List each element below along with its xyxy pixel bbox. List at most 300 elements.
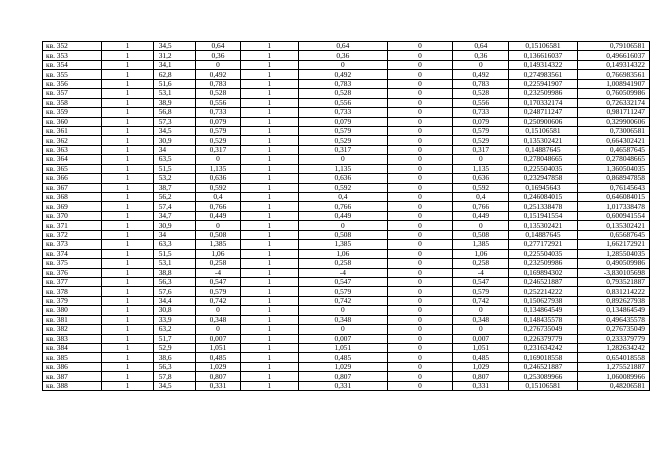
table-cell: 0,14887645 bbox=[509, 145, 577, 154]
table-cell: 0,579 bbox=[196, 126, 240, 135]
table-cell: 0,225941907 bbox=[509, 79, 577, 88]
table-cell: кв. 362 bbox=[43, 136, 102, 145]
table-row bbox=[43, 353, 650, 362]
table-cell: 0,277172921 bbox=[509, 240, 577, 249]
table-cell: 1 bbox=[102, 202, 153, 211]
table-cell: 34,1 bbox=[153, 60, 196, 69]
table-cell: 1 bbox=[102, 98, 153, 107]
table-row bbox=[43, 79, 650, 88]
table-cell: 0,490509986 bbox=[577, 259, 649, 268]
table-cell: 0,278048665 bbox=[509, 155, 577, 164]
table-cell: 1,06 bbox=[453, 249, 509, 258]
table-cell: 1,029 bbox=[453, 362, 509, 371]
table-cell: 0,276735049 bbox=[577, 325, 649, 334]
table-row bbox=[43, 211, 650, 220]
table-cell: кв. 364 bbox=[43, 155, 102, 164]
table-cell: 0,868947858 bbox=[577, 174, 649, 183]
table-cell: 63,3 bbox=[153, 240, 196, 249]
table-cell: 1,385 bbox=[299, 240, 388, 249]
table-cell: 1 bbox=[102, 315, 153, 324]
table-cell: 0,079 bbox=[196, 117, 240, 126]
table-cell: 0,170332174 bbox=[509, 98, 577, 107]
table-cell: 0 bbox=[387, 79, 453, 88]
table-row bbox=[43, 381, 650, 390]
table-cell: 1 bbox=[240, 79, 298, 88]
table-cell: 1 bbox=[240, 277, 298, 286]
table-cell: 38,8 bbox=[153, 268, 196, 277]
table-cell: кв. 353 bbox=[43, 51, 102, 60]
table-cell: 0,485 bbox=[453, 353, 509, 362]
table-cell: 0,317 bbox=[453, 145, 509, 154]
table-cell: 1 bbox=[240, 51, 298, 60]
table-cell: 0 bbox=[387, 42, 453, 51]
table-cell: 1,06 bbox=[299, 249, 388, 258]
table-cell: 1 bbox=[102, 381, 153, 390]
table-cell: 1 bbox=[102, 42, 153, 51]
table-row bbox=[43, 372, 650, 381]
table-cell: 0,449 bbox=[196, 211, 240, 220]
table-cell: 0 bbox=[387, 230, 453, 239]
table-row bbox=[43, 315, 650, 324]
table-cell: 0,134864549 bbox=[577, 306, 649, 315]
table-cell: 0 bbox=[387, 381, 453, 390]
table-cell: 0,079 bbox=[453, 117, 509, 126]
table-cell: 0 bbox=[387, 60, 453, 69]
table-cell: 0,331 bbox=[196, 381, 240, 390]
table-cell: 0,64 bbox=[453, 42, 509, 51]
table-cell: 63,2 bbox=[153, 325, 196, 334]
table-cell: 1,285504035 bbox=[577, 249, 649, 258]
table-cell: 0,556 bbox=[196, 98, 240, 107]
table-cell: 53,1 bbox=[153, 259, 196, 268]
table-cell: 0,766 bbox=[299, 202, 388, 211]
table-cell: 0 bbox=[387, 98, 453, 107]
table-cell: 0,329900606 bbox=[577, 117, 649, 126]
table-cell: кв. 379 bbox=[43, 296, 102, 305]
table-cell: 0,892627938 bbox=[577, 296, 649, 305]
table-cell: 0,231634242 bbox=[509, 344, 577, 353]
table-cell: 1 bbox=[102, 183, 153, 192]
table-cell: 0,592 bbox=[299, 183, 388, 192]
table-cell: кв. 359 bbox=[43, 108, 102, 117]
table-cell: 1 bbox=[102, 117, 153, 126]
table-cell: кв. 386 bbox=[43, 362, 102, 371]
table-cell: 0,547 bbox=[196, 277, 240, 286]
table-cell: 0,528 bbox=[299, 89, 388, 98]
table-body bbox=[43, 42, 650, 391]
table-cell: кв. 366 bbox=[43, 174, 102, 183]
table-cell: 0,492 bbox=[453, 70, 509, 79]
table-cell: 1 bbox=[102, 372, 153, 381]
table-cell: 0,529 bbox=[453, 136, 509, 145]
table-cell: 51,5 bbox=[153, 164, 196, 173]
table-cell: 1 bbox=[240, 164, 298, 173]
table-cell: 0,007 bbox=[299, 334, 388, 343]
table-cell: 0,232509986 bbox=[509, 89, 577, 98]
table-cell: 0 bbox=[453, 60, 509, 69]
table-row bbox=[43, 268, 650, 277]
table-cell: 0,528 bbox=[453, 89, 509, 98]
table-cell: 1 bbox=[240, 381, 298, 390]
table-cell: 1 bbox=[240, 42, 298, 51]
table-cell: 38,6 bbox=[153, 353, 196, 362]
table-cell: 1 bbox=[102, 277, 153, 286]
table-cell: 0 bbox=[387, 89, 453, 98]
table-row bbox=[43, 136, 650, 145]
table-cell: 0 bbox=[299, 306, 388, 315]
table-cell: 0,508 bbox=[196, 230, 240, 239]
table-cell: 0 bbox=[196, 306, 240, 315]
table-cell: 0,654018558 bbox=[577, 353, 649, 362]
table-cell: 56,8 bbox=[153, 108, 196, 117]
table-cell: 1 bbox=[240, 126, 298, 135]
table-cell: 1 bbox=[102, 126, 153, 135]
table-cell: 0 bbox=[196, 325, 240, 334]
table-cell: 0 bbox=[387, 249, 453, 258]
table-cell: 0,149314322 bbox=[577, 60, 649, 69]
table-cell: 34 bbox=[153, 230, 196, 239]
table-cell: 1 bbox=[102, 174, 153, 183]
table-cell: 0,766983561 bbox=[577, 70, 649, 79]
table-cell: 1 bbox=[102, 296, 153, 305]
table-cell: 1,017338478 bbox=[577, 202, 649, 211]
table-cell: 34,7 bbox=[153, 211, 196, 220]
table-cell: 1,385 bbox=[196, 240, 240, 249]
table-cell: 1 bbox=[102, 60, 153, 69]
table-cell: 0 bbox=[387, 108, 453, 117]
table-cell: 0 bbox=[299, 155, 388, 164]
table-cell: 1 bbox=[240, 70, 298, 79]
table-cell: 0,36 bbox=[299, 51, 388, 60]
table-cell: 0,151941554 bbox=[509, 211, 577, 220]
table-cell: 0 bbox=[196, 60, 240, 69]
table-cell: кв. 355 bbox=[43, 70, 102, 79]
table-cell: 0 bbox=[387, 315, 453, 324]
table-cell: 0,733 bbox=[299, 108, 388, 117]
table-cell: 0,556 bbox=[453, 98, 509, 107]
table-cell: 1 bbox=[240, 306, 298, 315]
table-cell: 0,169894302 bbox=[509, 268, 577, 277]
table-cell: 1 bbox=[102, 249, 153, 258]
table-cell: 0,348 bbox=[299, 315, 388, 324]
table-cell: 1 bbox=[102, 79, 153, 88]
table-row bbox=[43, 362, 650, 371]
table-cell: 0,742 bbox=[453, 296, 509, 305]
table-cell: 0 bbox=[453, 155, 509, 164]
table-cell: 0 bbox=[387, 353, 453, 362]
table-cell: 1 bbox=[240, 325, 298, 334]
table-cell: 0 bbox=[387, 325, 453, 334]
table-cell: 1 bbox=[102, 155, 153, 164]
table-cell: 51,5 bbox=[153, 249, 196, 258]
table-cell: кв. 374 bbox=[43, 249, 102, 258]
table-cell: 1 bbox=[102, 108, 153, 117]
table-cell: 1 bbox=[240, 174, 298, 183]
table-cell: 0,807 bbox=[453, 372, 509, 381]
table-row bbox=[43, 117, 650, 126]
table-cell: 1,275521887 bbox=[577, 362, 649, 371]
table-cell: -4 bbox=[299, 268, 388, 277]
table-cell: 0,48206581 bbox=[577, 381, 649, 390]
table-cell: 0,278048665 bbox=[577, 155, 649, 164]
table-cell: 0 bbox=[387, 372, 453, 381]
table-cell: 0,246521887 bbox=[509, 277, 577, 286]
table-cell: 0,135302421 bbox=[577, 221, 649, 230]
table-cell: 1 bbox=[240, 136, 298, 145]
table-cell: 0 bbox=[387, 268, 453, 277]
table-cell: кв. 382 bbox=[43, 325, 102, 334]
table-cell: 63,5 bbox=[153, 155, 196, 164]
table-cell: 0,492 bbox=[196, 70, 240, 79]
table-cell: кв. 370 bbox=[43, 211, 102, 220]
table-cell: 53,2 bbox=[153, 174, 196, 183]
table-cell: 1 bbox=[240, 344, 298, 353]
table-cell: 0,492 bbox=[299, 70, 388, 79]
table-cell: 0,485 bbox=[299, 353, 388, 362]
table-cell: 0,73006581 bbox=[577, 126, 649, 135]
table-cell: 1 bbox=[240, 230, 298, 239]
table-cell: 0 bbox=[196, 155, 240, 164]
table-cell: 0,317 bbox=[299, 145, 388, 154]
table-cell: 0 bbox=[387, 306, 453, 315]
table-cell: 0,64 bbox=[196, 42, 240, 51]
table-cell: 1 bbox=[102, 344, 153, 353]
table-cell: 0,496616037 bbox=[577, 51, 649, 60]
table-cell: 1 bbox=[240, 372, 298, 381]
table-cell: 0,556 bbox=[299, 98, 388, 107]
table-cell: 0 bbox=[387, 51, 453, 60]
table-row bbox=[43, 126, 650, 135]
table-cell: -4 bbox=[453, 268, 509, 277]
table-cell: 0,135302421 bbox=[509, 136, 577, 145]
table-cell: 0,250900606 bbox=[509, 117, 577, 126]
table-row bbox=[43, 108, 650, 117]
table-cell: 52,9 bbox=[153, 344, 196, 353]
table-cell: 56,3 bbox=[153, 362, 196, 371]
table-row bbox=[43, 98, 650, 107]
table-cell: 0 bbox=[387, 277, 453, 286]
table-cell: 0,449 bbox=[453, 211, 509, 220]
table-cell: кв. 372 bbox=[43, 230, 102, 239]
table-cell: 0,485 bbox=[196, 353, 240, 362]
table-cell: 1 bbox=[240, 296, 298, 305]
table-row bbox=[43, 334, 650, 343]
table-cell: 1 bbox=[240, 193, 298, 202]
table-cell: 0,136616037 bbox=[509, 51, 577, 60]
table-cell: 1 bbox=[102, 362, 153, 371]
table-cell: 0,579 bbox=[196, 287, 240, 296]
table-cell: 0 bbox=[299, 221, 388, 230]
table-cell: 0,760509986 bbox=[577, 89, 649, 98]
table-cell: 1 bbox=[102, 145, 153, 154]
table-cell: 1 bbox=[240, 259, 298, 268]
table-cell: 0,134864549 bbox=[509, 306, 577, 315]
table-cell: 0 bbox=[387, 240, 453, 249]
table-cell: 57,6 bbox=[153, 287, 196, 296]
table-cell: 1 bbox=[240, 89, 298, 98]
table-cell: 0,636 bbox=[196, 174, 240, 183]
table-cell: 0,79106581 bbox=[577, 42, 649, 51]
table-cell: 0,636 bbox=[299, 174, 388, 183]
table-cell: 0 bbox=[387, 117, 453, 126]
table-cell: 0,600941554 bbox=[577, 211, 649, 220]
table-cell: 0 bbox=[387, 334, 453, 343]
table-cell: 51,6 bbox=[153, 79, 196, 88]
table-cell: 34,5 bbox=[153, 381, 196, 390]
table-cell: 0 bbox=[387, 344, 453, 353]
table-cell: 0,547 bbox=[453, 277, 509, 286]
table-cell: 0 bbox=[387, 155, 453, 164]
table-cell: 1 bbox=[102, 193, 153, 202]
table-row bbox=[43, 325, 650, 334]
table-cell: 1 bbox=[240, 60, 298, 69]
table-cell: 0,258 bbox=[453, 259, 509, 268]
table-cell: 34,5 bbox=[153, 126, 196, 135]
table-cell: 0,579 bbox=[299, 287, 388, 296]
table-cell: 0,783 bbox=[453, 79, 509, 88]
table-cell: 0,981711247 bbox=[577, 108, 649, 117]
table-cell: 0 bbox=[196, 221, 240, 230]
table-cell: 0,246521887 bbox=[509, 362, 577, 371]
table-cell: кв. 363 bbox=[43, 145, 102, 154]
table-cell: 0,317 bbox=[196, 145, 240, 154]
table-cell: кв. 352 bbox=[43, 42, 102, 51]
table-cell: 34,4 bbox=[153, 296, 196, 305]
table-cell: 0,528 bbox=[196, 89, 240, 98]
table-cell: кв. 387 bbox=[43, 372, 102, 381]
table-cell: кв. 388 bbox=[43, 381, 102, 390]
table-row bbox=[43, 296, 650, 305]
table-cell: 1 bbox=[240, 362, 298, 371]
table-cell: 1,385 bbox=[453, 240, 509, 249]
table-row bbox=[43, 164, 650, 173]
table-cell: 1,008941907 bbox=[577, 79, 649, 88]
table-row bbox=[43, 42, 650, 51]
table-cell: 0,079 bbox=[299, 117, 388, 126]
apartment-table bbox=[42, 41, 650, 391]
table-cell: кв. 358 bbox=[43, 98, 102, 107]
table-cell: кв. 354 bbox=[43, 60, 102, 69]
table-cell: 0,348 bbox=[453, 315, 509, 324]
table-cell: 1,029 bbox=[196, 362, 240, 371]
table-cell: 31,2 bbox=[153, 51, 196, 60]
table-cell: 38,9 bbox=[153, 98, 196, 107]
table-cell: 1 bbox=[240, 334, 298, 343]
table-cell: 1 bbox=[240, 221, 298, 230]
table-cell: 0 bbox=[387, 193, 453, 202]
table-cell: -3,830105698 bbox=[577, 268, 649, 277]
table-cell: 0,646084015 bbox=[577, 193, 649, 202]
table-cell: 0 bbox=[299, 60, 388, 69]
table-cell: 0,783 bbox=[299, 79, 388, 88]
table-cell: 0 bbox=[387, 164, 453, 173]
table-cell: 0,636 bbox=[453, 174, 509, 183]
table-cell: 0,258 bbox=[299, 259, 388, 268]
table-cell: 0 bbox=[387, 221, 453, 230]
table-cell: кв. 371 bbox=[43, 221, 102, 230]
table-cell: кв. 385 bbox=[43, 353, 102, 362]
table-cell: 0,246084015 bbox=[509, 193, 577, 202]
table-cell: 0,251338478 bbox=[509, 202, 577, 211]
table-cell: 0,64 bbox=[299, 42, 388, 51]
table-cell: 1 bbox=[240, 249, 298, 258]
table-cell: кв. 381 bbox=[43, 315, 102, 324]
table-cell: 1 bbox=[240, 108, 298, 117]
table-cell: 1 bbox=[240, 145, 298, 154]
table-cell: кв. 383 bbox=[43, 334, 102, 343]
table-cell: 0 bbox=[387, 145, 453, 154]
table-cell: 0 bbox=[387, 296, 453, 305]
table-cell: 1 bbox=[240, 117, 298, 126]
table-cell: 0,579 bbox=[453, 287, 509, 296]
table-cell: 0,248711247 bbox=[509, 108, 577, 117]
table-cell: 1,135 bbox=[196, 164, 240, 173]
table-cell: 1,051 bbox=[196, 344, 240, 353]
table-row bbox=[43, 230, 650, 239]
table-cell: 1 bbox=[240, 315, 298, 324]
table-cell: 0,592 bbox=[453, 183, 509, 192]
table-cell: 0,253089966 bbox=[509, 372, 577, 381]
table-cell: 1,029 bbox=[299, 362, 388, 371]
table-row bbox=[43, 60, 650, 69]
table-cell: 0,449 bbox=[299, 211, 388, 220]
table-cell: -4 bbox=[196, 268, 240, 277]
table-cell: 0,726332174 bbox=[577, 98, 649, 107]
table-cell: 57,3 bbox=[153, 117, 196, 126]
table-cell: 0,783 bbox=[196, 79, 240, 88]
table-cell: 0,46587645 bbox=[577, 145, 649, 154]
table-cell: 30,8 bbox=[153, 306, 196, 315]
table-cell: кв. 369 bbox=[43, 202, 102, 211]
table-cell: 0,15106581 bbox=[509, 42, 577, 51]
table-cell: 1 bbox=[240, 240, 298, 249]
table-row bbox=[43, 221, 650, 230]
table-cell: 0 bbox=[387, 362, 453, 371]
table-row bbox=[43, 155, 650, 164]
table-cell: 0,348 bbox=[196, 315, 240, 324]
table-cell: 0,592 bbox=[196, 183, 240, 192]
table-cell: 0,508 bbox=[299, 230, 388, 239]
table-cell: 0 bbox=[453, 325, 509, 334]
table-cell: 1 bbox=[240, 268, 298, 277]
table-cell: 0,16945643 bbox=[509, 183, 577, 192]
table-row bbox=[43, 249, 650, 258]
table-cell: 1 bbox=[240, 353, 298, 362]
table-cell: 0,007 bbox=[453, 334, 509, 343]
table-cell: кв. 373 bbox=[43, 240, 102, 249]
table-cell: 0,733 bbox=[453, 108, 509, 117]
table-cell: 1 bbox=[240, 98, 298, 107]
table-cell: 1,06 bbox=[196, 249, 240, 258]
table-cell: 0,148435578 bbox=[509, 315, 577, 324]
table-cell: кв. 376 bbox=[43, 268, 102, 277]
table-cell: кв. 375 bbox=[43, 259, 102, 268]
table-cell: 1 bbox=[102, 70, 153, 79]
table-cell: 1 bbox=[102, 334, 153, 343]
table-cell: 1 bbox=[240, 155, 298, 164]
table-cell: 0,331 bbox=[299, 381, 388, 390]
table-row bbox=[43, 306, 650, 315]
table-cell: 1 bbox=[102, 259, 153, 268]
table-cell: 0,807 bbox=[196, 372, 240, 381]
table-cell: 0,258 bbox=[196, 259, 240, 268]
table-cell: 1 bbox=[102, 240, 153, 249]
table-cell: 30,9 bbox=[153, 221, 196, 230]
table-cell: 1 bbox=[102, 268, 153, 277]
table-cell: 0,579 bbox=[299, 126, 388, 135]
table-cell: 1 bbox=[102, 287, 153, 296]
table-cell: 33,9 bbox=[153, 315, 196, 324]
